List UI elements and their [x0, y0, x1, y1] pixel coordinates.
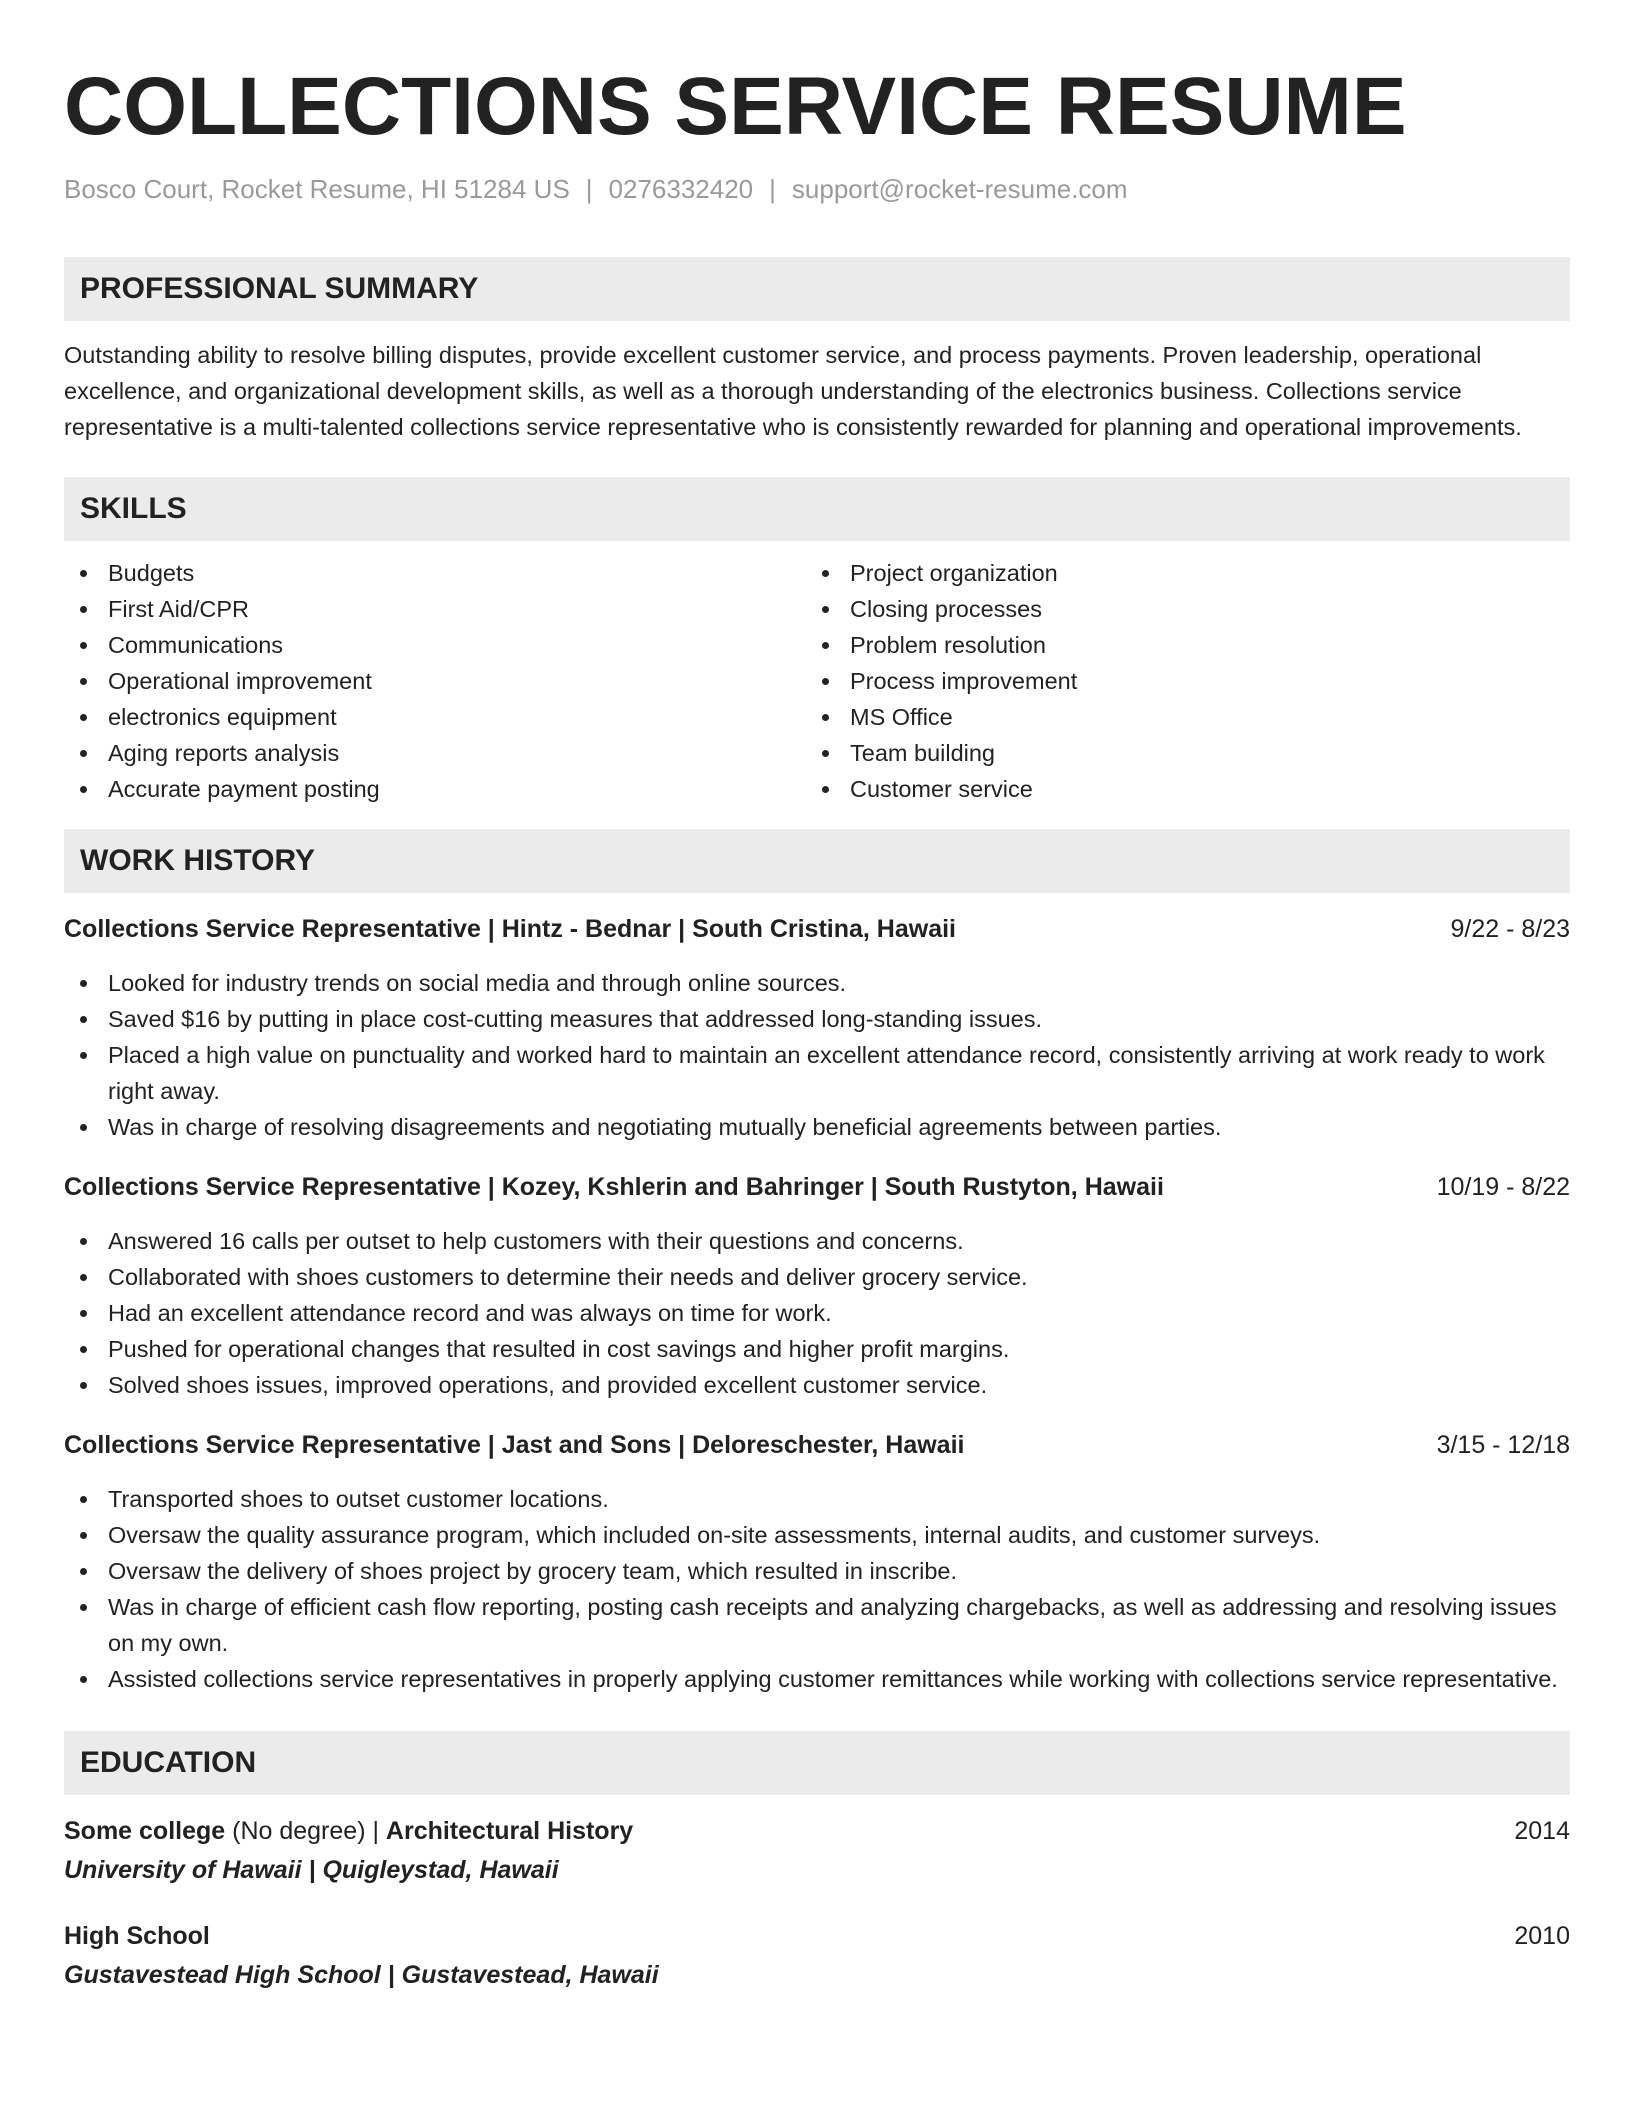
skills-list [64, 555, 1570, 807]
job-bullet: Was in charge of resolving disagreements and negotiating mutually beneficial agreements between parties. [64, 1109, 1570, 1145]
education-header [64, 1918, 1570, 1954]
job-title: Collections Service Representative | Kozey, Kshlerin and Bahringer | South Rustyton, Hawaii [64, 1173, 1164, 1201]
skills-column-right [806, 555, 1548, 807]
job-header [64, 1427, 1570, 1463]
skill-item: Project organization [806, 555, 1548, 591]
education-year: 2010 [1514, 1922, 1570, 1950]
job-bullet: Transported shoes to outset customer locations. [64, 1481, 1570, 1517]
skill-item: Communications [64, 627, 806, 663]
job-dates: 9/22 - 8/23 [1450, 915, 1570, 943]
skill-item: First Aid/CPR [64, 591, 806, 627]
skill-item: Customer service [806, 771, 1548, 807]
job-bullet: Solved shoes issues, improved operations, and provided excellent customer service. [64, 1367, 1570, 1403]
contact-address: Bosco Court, Rocket Resume, HI 51284 US [64, 174, 570, 204]
skill-item: electronics equipment [64, 699, 806, 735]
education-school: Gustavestead High School | Gustavestead, Hawaii [64, 1961, 659, 1989]
skill-item: Operational improvement [64, 663, 806, 699]
contact-line [64, 174, 1570, 205]
job-bullet: Oversaw the quality assurance program, which included on-site assessments, internal audits, and customer surveys. [64, 1517, 1570, 1553]
skill-item: Closing processes [806, 591, 1548, 627]
job-bullet: Collaborated with shoes customers to determine their needs and deliver grocery service. [64, 1259, 1570, 1295]
job-bullet: Oversaw the delivery of shoes project by grocery team, which resulted in inscribe. [64, 1553, 1570, 1589]
skill-item: Process improvement [806, 663, 1548, 699]
section-heading-skills: SKILLS [64, 477, 1570, 541]
job-dates: 10/19 - 8/22 [1436, 1173, 1570, 1201]
job-bullet: Answered 16 calls per outset to help customers with their questions and concerns. [64, 1223, 1570, 1259]
job-bullet: Placed a high value on punctuality and worked hard to maintain an excellent attendance record, consistently arriving at work ready to work right away. [64, 1037, 1570, 1109]
job-bullet: Had an excellent attendance record and was always on time for work. [64, 1295, 1570, 1331]
education-year: 2014 [1514, 1817, 1570, 1845]
job-title: Collections Service Representative | Jast and Sons | Deloreschester, Hawaii [64, 1431, 965, 1459]
job-header [64, 911, 1570, 947]
degree-field: Architectural History [385, 1817, 634, 1845]
education-degree [64, 1918, 210, 1954]
resume-page [64, 48, 1570, 1993]
job-header [64, 1169, 1570, 1205]
job-bullet: Saved $16 by putting in place cost-cutting measures that addressed long-standing issues. [64, 1001, 1570, 1037]
contact-separator: | [769, 174, 776, 204]
skill-item: Budgets [64, 555, 806, 591]
section-heading-summary: PROFESSIONAL SUMMARY [64, 257, 1570, 321]
degree-name: Some college [64, 1817, 226, 1845]
job-entry [64, 911, 1570, 1145]
education-degree [64, 1813, 633, 1849]
contact-email[interactable]: support@rocket-resume.com [791, 174, 1128, 204]
education-entry [64, 1918, 1570, 1993]
degree-note: (No degree) | [225, 1817, 386, 1845]
job-title: Collections Service Representative | Hintz - Bednar | South Cristina, Hawaii [64, 915, 956, 943]
job-bullet: Pushed for operational changes that resulted in cost savings and higher profit margins. [64, 1331, 1570, 1367]
section-heading-work-history: WORK HISTORY [64, 829, 1570, 893]
job-bullet: Assisted collections service representatives in properly applying customer remittances while working with collections service representative. [64, 1661, 1570, 1697]
contact-separator: | [585, 174, 593, 204]
education-header [64, 1813, 1570, 1849]
job-bullets [64, 1223, 1570, 1403]
job-bullets [64, 965, 1570, 1145]
skill-item: Problem resolution [806, 627, 1548, 663]
degree-name: High School [64, 1922, 210, 1950]
resume-title: COLLECTIONS SERVICE RESUME [64, 61, 1407, 152]
skill-item: MS Office [806, 699, 1548, 735]
skill-item: Accurate payment posting [64, 771, 806, 807]
education-entry [64, 1813, 1570, 1888]
contact-phone: 0276332420 [608, 174, 754, 204]
job-dates: 3/15 - 12/18 [1436, 1431, 1570, 1459]
summary-text: Outstanding ability to resolve billing disputes, provide excellent customer service, and process payments. Proven leadership, operational excellence, and organizational development skills, as well as a thorough understanding of the electronics business. Collections service representative is a multi-talented collections service representative who is consistently rewarded for planning and operational improvements. [64, 342, 1522, 440]
education-school: University of Hawaii | Quigleystad, Hawaii [64, 1856, 559, 1884]
skills-column-left [64, 555, 806, 807]
job-entry [64, 1169, 1570, 1403]
skill-item: Aging reports analysis [64, 735, 806, 771]
skill-item: Team building [806, 735, 1548, 771]
job-bullet: Was in charge of efficient cash flow reporting, posting cash receipts and analyzing chargebacks, as well as addressing and resolving issues on my own. [64, 1589, 1570, 1661]
job-bullets [64, 1481, 1570, 1697]
job-entry [64, 1427, 1570, 1697]
job-bullet: Looked for industry trends on social media and through online sources. [64, 965, 1570, 1001]
section-heading-education: EDUCATION [64, 1731, 1570, 1795]
